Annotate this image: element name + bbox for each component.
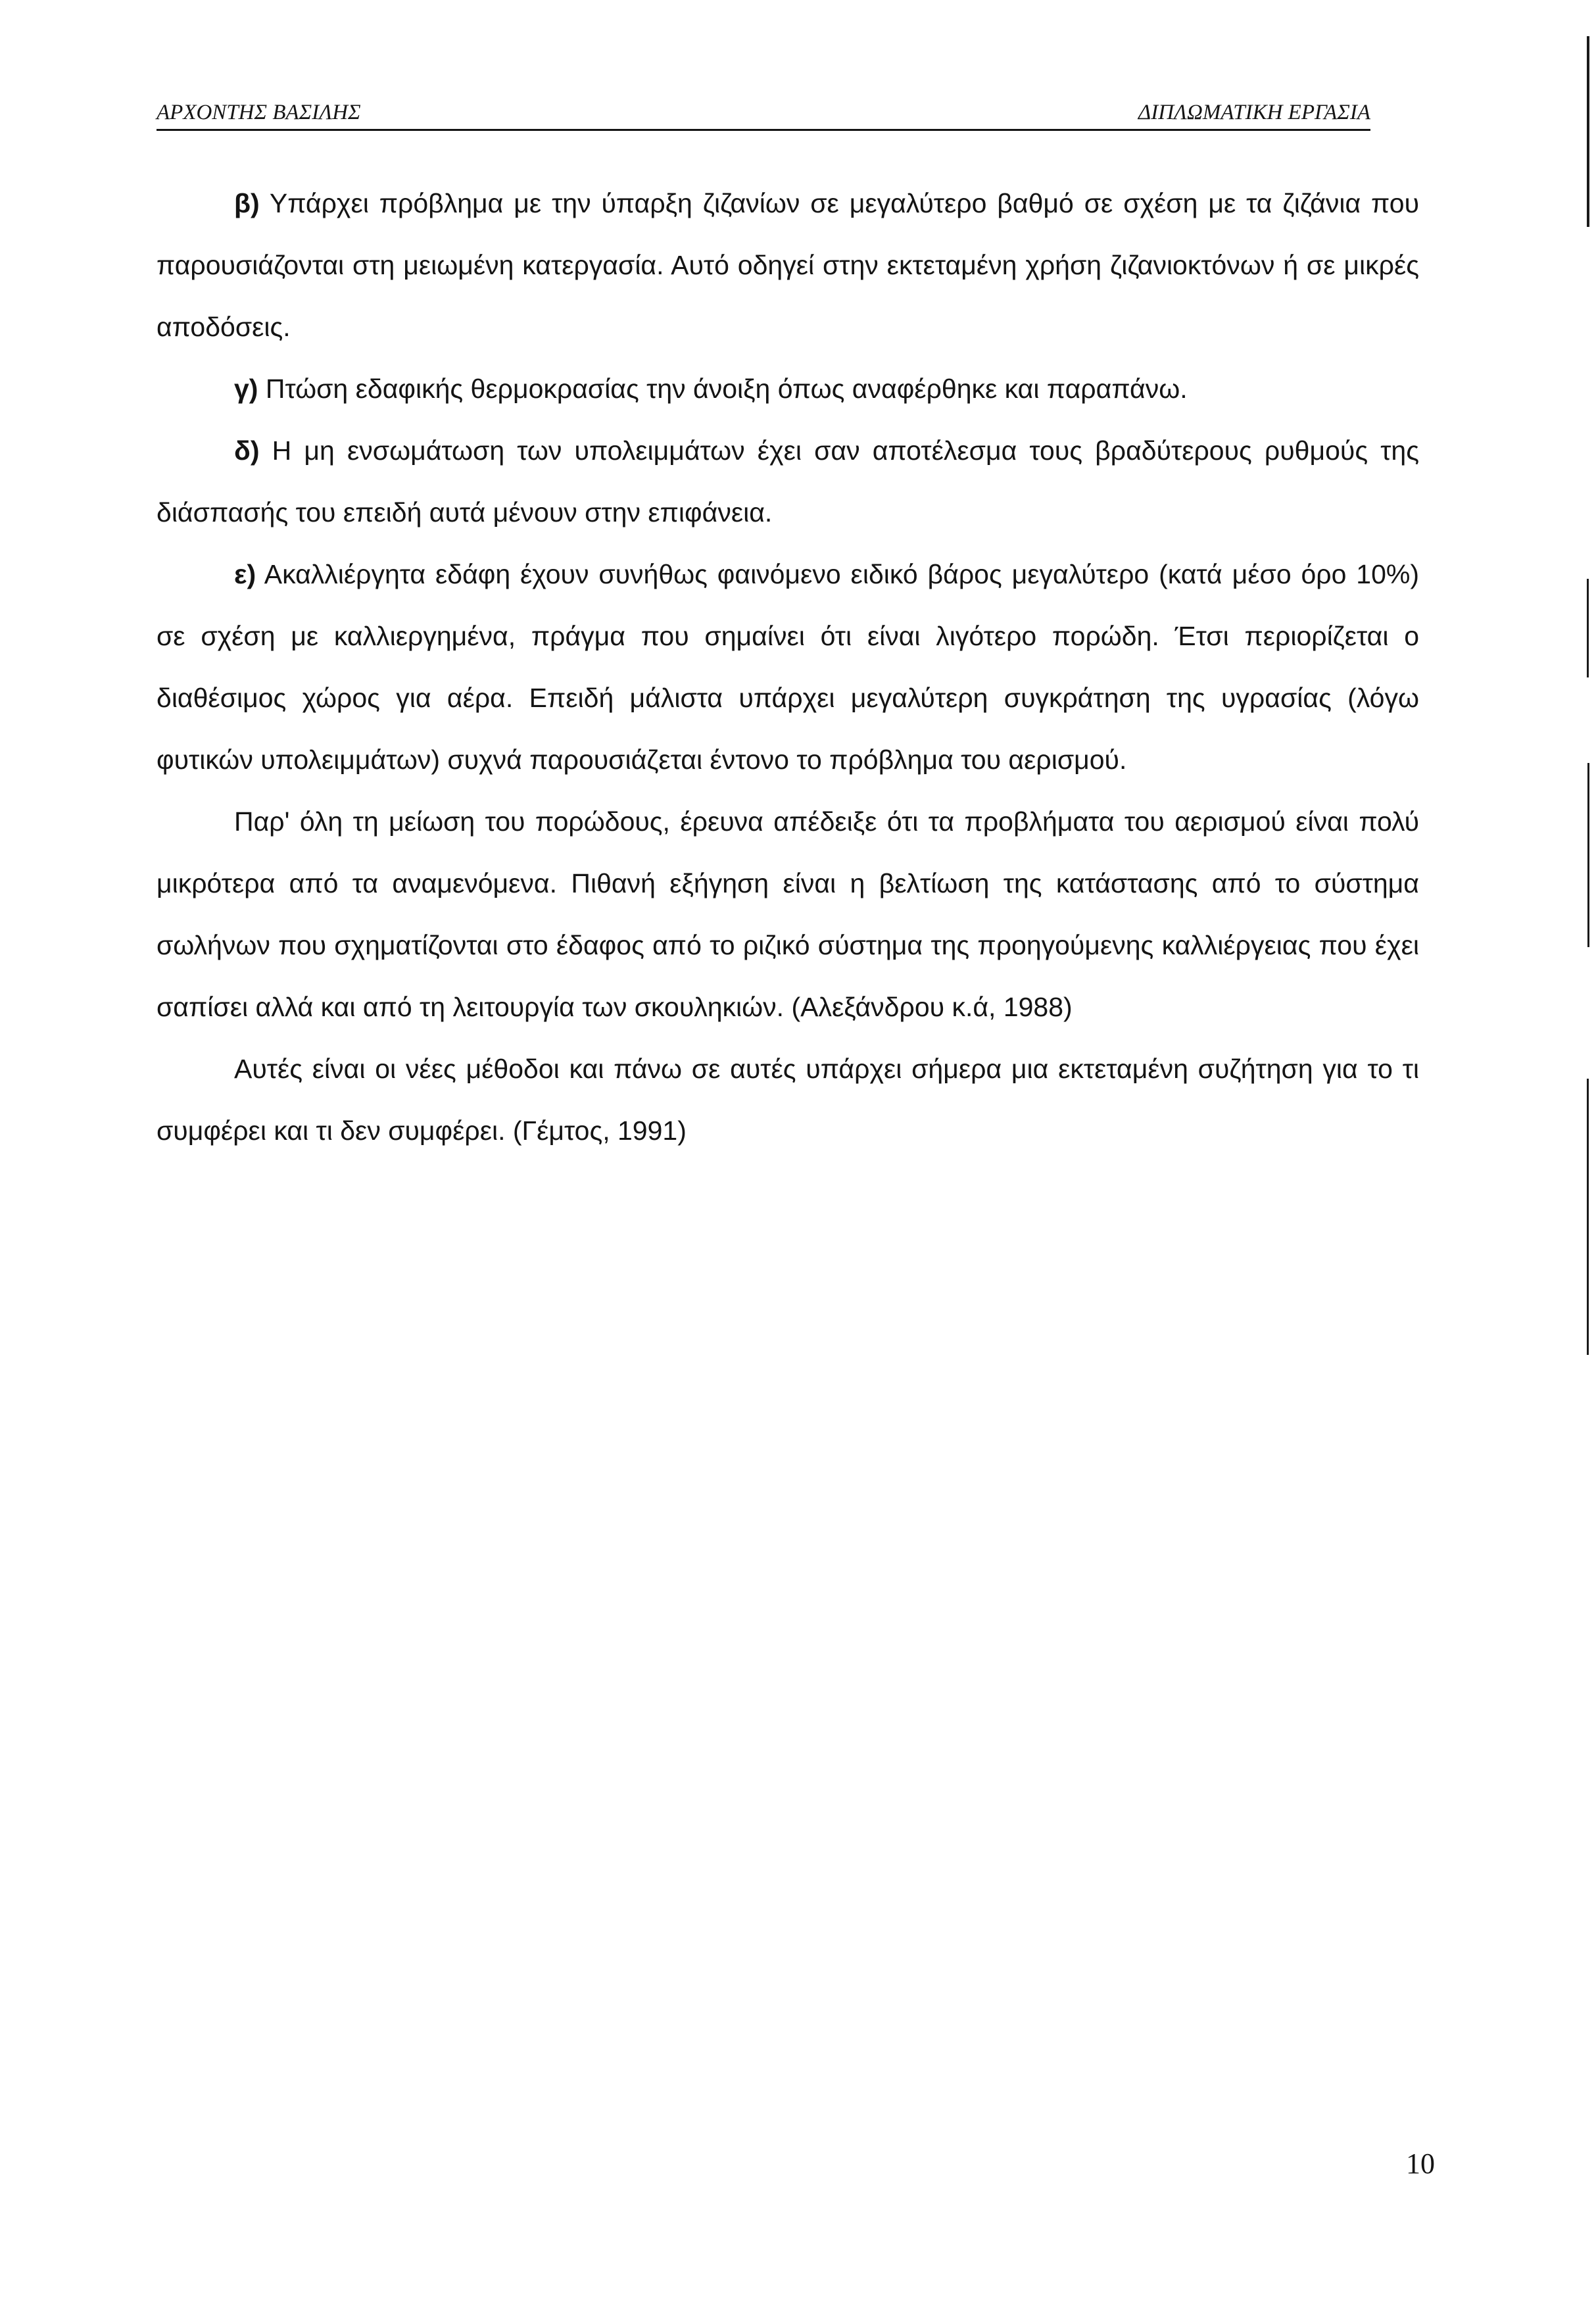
running-header — [157, 99, 1370, 131]
paragraph-text: Πτώση εδαφικής θερμοκρασίας την άνοιξη όπως αναφέρθηκε και παραπάνω. — [258, 374, 1188, 404]
paragraph-label: γ) — [234, 374, 258, 404]
paragraph-d — [157, 420, 1419, 543]
paragraph-conclusion — [157, 1038, 1419, 1162]
paragraph-text: Η μη ενσωμάτωση των υπολειμμάτων έχει σαν αποτέλεσμα τους βραδύτερους ρυθμούς της διάσπασής του επειδή αυτά μένουν στην επιφάνεια. — [157, 435, 1419, 527]
paragraph-e — [157, 543, 1419, 791]
paragraph-aeration — [157, 791, 1419, 1038]
page-number: 10 — [1406, 2147, 1435, 2180]
document-body — [157, 172, 1419, 1162]
paragraph-c — [157, 358, 1419, 420]
paragraph-b — [157, 172, 1419, 358]
scan-edge-line — [1587, 763, 1589, 947]
scan-edge-line — [1587, 579, 1589, 677]
header-work-type: ΔΙΠΛΩΜΑΤΙΚΗ ΕΡΓΑΣΙΑ — [1136, 99, 1370, 126]
paragraph-label: ε) — [234, 559, 256, 589]
paragraph-text: Αυτές είναι οι νέες μέθοδοι και πάνω σε αυτές υπάρχει σήμερα μια εκτεταμένη συζήτηση για το τι συμφέρει και τι δεν συμφέρει. (Γέμτος, 1991) — [157, 1054, 1419, 1146]
paragraph-text: Παρ' όλη τη μείωση του πορώδους, έρευνα απέδειξε ότι τα προβλήματα του αερισμού είναι πολύ μικρότερα από τα αναμενόμενα. Πιθανή εξήγηση είναι η βελτίωση της κατάστασης από το σύστημα σωλήνων που σχηματίζονται στο έδαφος από το ριζικό σύστημα της προηγούμενης καλλιέργειας που έχει σαπίσει αλλά και από τη λειτουργία των σκουληκιών. (Αλεξάνδρου κ.ά, 1988) — [157, 806, 1419, 1022]
paragraph-label: δ) — [234, 435, 260, 466]
paragraph-label: β) — [234, 188, 260, 218]
paragraph-text: Υπάρχει πρόβλημα με την ύπαρξη ζιζανίων σε μεγαλύτερο βαθμό σε σχέση με τα ζιζάνια που παρουσιάζονται στη μειωμένη κατεργασία. Αυτό οδηγεί στην εκτεταμένη χρήση ζιζανιοκτόνων ή σε μικρές αποδόσεις. — [157, 188, 1419, 342]
header-author: ΑΡΧΟΝΤΗΣ ΒΑΣΙΛΗΣ — [157, 99, 364, 126]
paragraph-text: Ακαλλιέργητα εδάφη έχουν συνήθως φαινόμενο ειδικό βάρος μεγαλύτερο (κατά μέσο όρο 10%) σε σχέση με καλλιεργημένα, πράγμα που σημαίνει ότι είναι λιγότερο πορώδη. Έτσι περιορίζεται ο διαθέσιμος χώρος για αέρα. Επειδή μάλιστα υπάρχει μεγαλύτερη συγκράτηση της υγρασίας (λόγω φυτικών υπολειμμάτων) συχνά παρουσιάζεται έντονο το πρόβλημα του αερισμού. — [157, 559, 1419, 775]
scan-edge-line — [1587, 36, 1589, 227]
scan-edge-line — [1587, 1079, 1589, 1355]
